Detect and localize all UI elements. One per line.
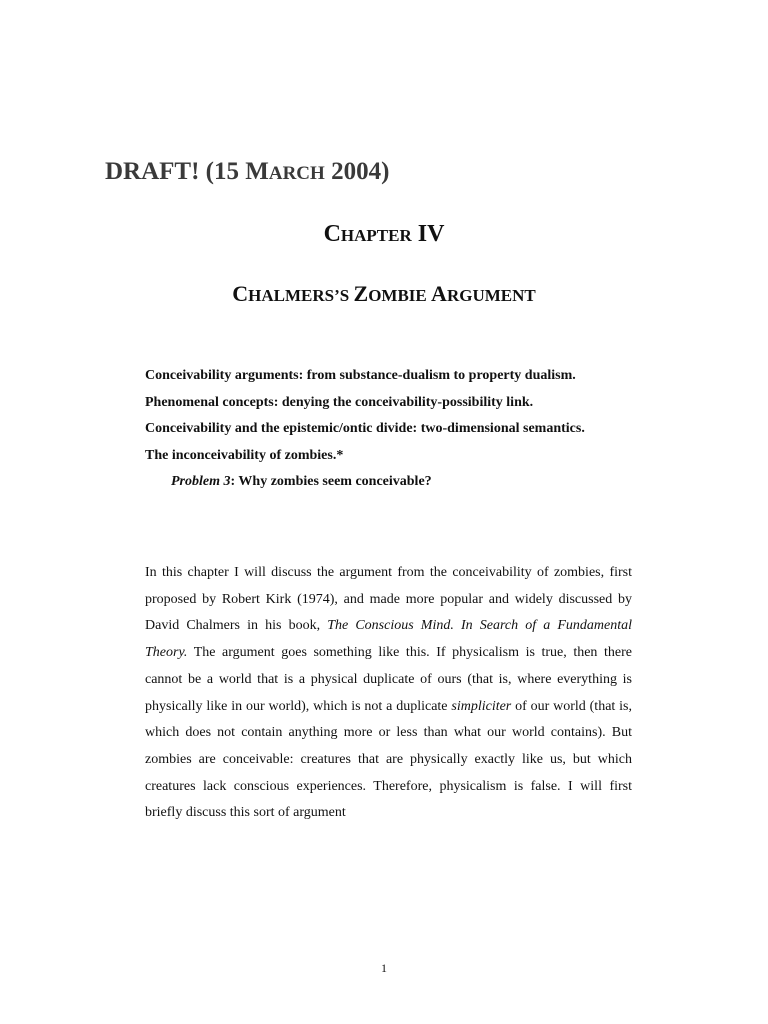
body-text xyxy=(145,560,632,827)
title-rgument: RGUMENT xyxy=(446,286,536,305)
contents-item-4: The inconceivability of zombies.* xyxy=(145,447,344,463)
chapter-smallcaps: HAPTER xyxy=(340,226,412,245)
contents-item-3: Conceivability and the epistemic/ontic divide: two-dimensional semantics. xyxy=(145,421,585,436)
paragraph-part-2: The argument goes something like this. If physicalism is true, then there cannot be a world that is a physical duplicate of ours (that is, where everything is physically like in our world), which is not a duplicate xyxy=(145,645,632,714)
contents-subitem-problem xyxy=(145,471,645,498)
problem-label: Problem 3 xyxy=(171,474,231,489)
title-halmers: HALMERS xyxy=(248,286,335,305)
draft-date-heading xyxy=(105,158,389,186)
book-title: The Conscious Mind. In Search of a Fundamental Theory. xyxy=(145,618,632,661)
chapter-numeral: IV xyxy=(411,221,445,247)
page-number: 1 xyxy=(381,961,387,975)
simpliciter-term: simpliciter xyxy=(451,698,512,714)
title-z: Z xyxy=(353,281,369,306)
chapter-heading xyxy=(0,221,768,248)
title-ombie: OMBIE xyxy=(368,286,427,305)
chapter-initial: C xyxy=(323,221,341,247)
problem-text: : Why zombies seem conceivable? xyxy=(230,474,432,489)
contents-item-2: Phenomenal concepts: denying the conceivability-possibility link. xyxy=(145,394,534,410)
chapter-contents xyxy=(145,365,645,498)
draft-prefix: DRAFT! (15 M xyxy=(105,158,269,185)
title-a: A xyxy=(431,281,447,306)
paragraph-part-1: In this chapter I will discuss the argument from the conceivability of zombies, first proposed by Robert Kirk (1974), and made more popular and widely discussed by David Chalmers in his book, xyxy=(145,565,632,634)
draft-year: 2004) xyxy=(324,158,390,185)
title-c: C xyxy=(232,281,249,306)
paragraph-part-3: of our world (that is, which does not contain anything more or less than what our world contains). But zombies are conceivable: creatures that are physically exactly like us, but which creatures lack conscious experiences. Therefore, physicalism is false. I will first briefly discuss this sort of argument xyxy=(145,698,632,821)
chapter-title xyxy=(0,281,768,307)
draft-month-smallcaps: ARCH xyxy=(268,163,325,184)
paragraph-1 xyxy=(145,560,632,827)
contents-item-1: Conceivability arguments: from substance-dualism to property dualism. xyxy=(145,368,576,383)
title-apos-s: ’S xyxy=(334,286,354,305)
